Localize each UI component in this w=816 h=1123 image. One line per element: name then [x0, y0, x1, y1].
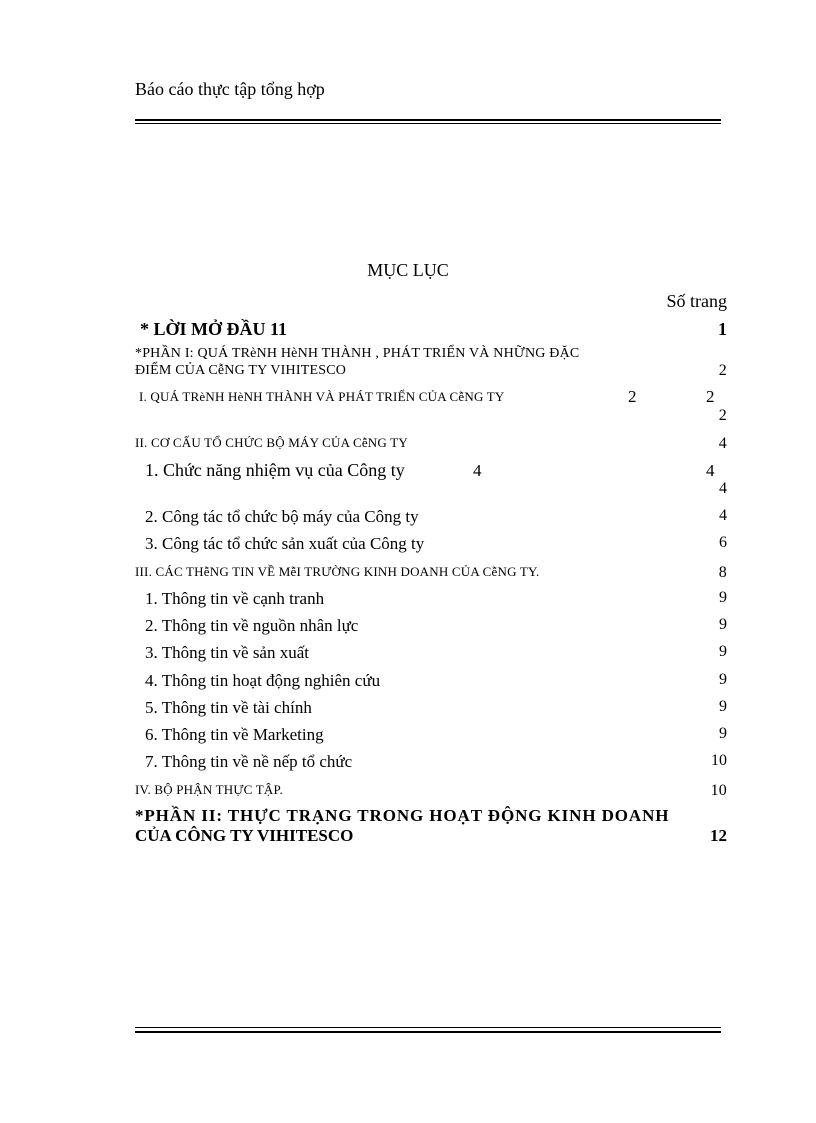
toc-entry-label-line1: *PHẦN I: QUÁ TRèNH HèNH THÀNH , PHÁT TRIỂN VÀ NHỮNG ĐẶC: [135, 346, 580, 361]
toc-entry-label: 3. Công tác tổ chức sản xuất của Công ty: [145, 534, 425, 553]
toc-entry-page: 10: [710, 782, 727, 799]
toc-entry-label: 6. Thông tin về Marketing: [145, 725, 324, 744]
toc-entry-label-line2: CỦA CÔNG TY VIHITESCO: [135, 826, 354, 845]
toc-entry-label: I. QUÁ TRèNH HèNH THÀNH VÀ PHÁT TRIỂN CỦA CễNG TY: [139, 389, 505, 404]
toc-entry-label: 3. Thông tin về sản xuất: [145, 643, 309, 662]
toc-entry-page: 9: [719, 589, 727, 606]
toc-entry-label: 2. Công tác tổ chức bộ máy của Công ty: [145, 507, 419, 526]
toc-entry-page: 9: [719, 698, 727, 715]
toc-entry-label: 2. Thông tin về nguồn nhân lực: [145, 616, 359, 635]
toc-entry-nghien-cuu[interactable]: [135, 671, 727, 693]
toc-entry-page: 4: [718, 435, 727, 452]
toc-entry-tai-chinh[interactable]: [135, 698, 727, 720]
toc-entry-page: 8: [718, 564, 727, 581]
toc-entry-label: II. CƠ CẤU TỔ CHỨC BỘ MÁY CỦA CễNG TY: [135, 435, 408, 450]
toc-entry-label: III. CÁC THễNG TIN VỀ MễI TRƯỜNG KINH DOANH CỦA CễNG TY.: [135, 564, 540, 579]
header-rule-bottom: [135, 123, 721, 124]
header-rule-top: [135, 119, 721, 121]
toc-entry-page: 9: [719, 643, 727, 660]
toc-entry-page: 1: [718, 319, 727, 339]
toc-entry-label: IV. BỘ PHẬN THỰC TẬP.: [135, 782, 283, 797]
toc-entry-page: 2: [718, 407, 727, 424]
toc-entry-label-line2: ĐIỂM CỦA CễNG TY VIHITESCO: [135, 363, 347, 378]
toc-entry-page: 10: [711, 752, 727, 769]
toc-entry-page: 9: [719, 671, 727, 688]
toc-entry-marketing[interactable]: [135, 725, 727, 747]
toc-entry-nhan-luc[interactable]: [135, 616, 727, 638]
toc-entry-canh-tranh[interactable]: [135, 589, 727, 611]
toc-entry-page: 12: [710, 826, 727, 845]
toc-entry-label: 7. Thông tin về nề nếp tổ chức: [145, 752, 353, 771]
toc-entry-label: 1. Chức năng nhiệm vụ của Công ty: [145, 460, 405, 480]
toc-entry-page: 6: [719, 534, 727, 551]
toc-entry-page: 4: [719, 480, 727, 497]
page-header-title: Báo cáo thực tập tổng hợp: [135, 79, 325, 99]
toc-entry-qua-trinh[interactable]: [135, 389, 727, 427]
toc-entry-co-cau[interactable]: [135, 435, 727, 455]
toc-entry-inline-page-2: 2: [706, 387, 715, 406]
toc-entry-label: * LỜI MỞ ĐẦU 11: [140, 319, 288, 339]
toc-page-column-label: Số trang: [666, 291, 727, 311]
toc-entry-page: 4: [719, 507, 727, 524]
toc-entry-label-line1: *PHẦN II: THỰC TRẠNG TRONG HOẠT ĐỘNG KINH DOANH: [135, 806, 670, 825]
toc-entry-label: 1. Thông tin về cạnh tranh: [145, 589, 325, 608]
toc-entry-bo-phan-thuc-tap[interactable]: [135, 782, 727, 802]
toc-entry-phan-1[interactable]: [135, 346, 727, 382]
toc-entry-page: 9: [719, 616, 727, 633]
toc-entry-thong-tin-san-xuat[interactable]: [135, 643, 727, 665]
toc-entry-ne-nep[interactable]: [135, 752, 727, 774]
footer-rule-bottom: [135, 1031, 721, 1033]
toc-entry-label: 5. Thông tin về tài chính: [145, 698, 312, 717]
toc-entry-page: 9: [719, 725, 727, 742]
toc-entry-phan-2[interactable]: [135, 806, 727, 850]
toc-entry-page: 2: [718, 362, 727, 379]
toc-entry-inline-page-2: 4: [706, 461, 715, 480]
toc-entry-moi-truong[interactable]: [135, 564, 727, 584]
toc-entry-inline-page-1: 4: [473, 461, 482, 480]
toc-entry-inline-page-1: 2: [628, 387, 637, 406]
toc-entry-san-xuat[interactable]: [135, 534, 727, 556]
toc-entry-chuc-nang[interactable]: [135, 460, 727, 502]
footer-rule-top: [135, 1027, 721, 1028]
toc-entry-bo-may[interactable]: [135, 507, 727, 529]
toc-entry-loi-mo-dau[interactable]: [135, 319, 727, 341]
toc-entry-label: 4. Thông tin hoạt động nghiên cứu: [145, 671, 381, 690]
toc-title: MỤC LỤC: [367, 260, 449, 280]
